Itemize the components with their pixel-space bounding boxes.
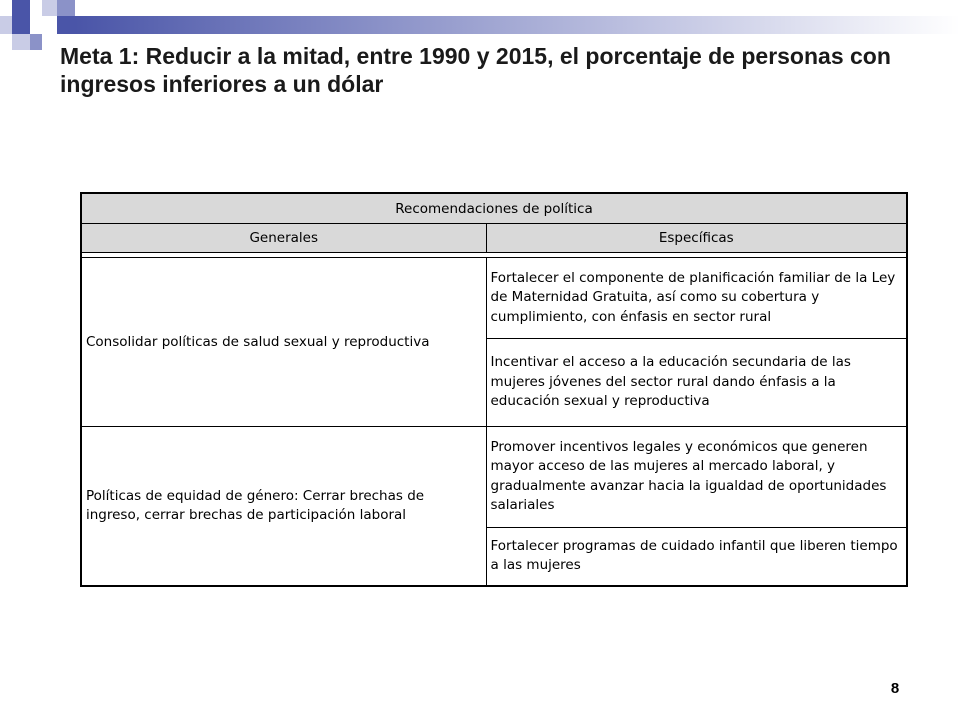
policy-table xyxy=(80,192,908,587)
table-row xyxy=(81,427,907,528)
general-policy-cell: Consolidar políticas de salud sexual y reproductiva xyxy=(81,258,486,427)
decor-square xyxy=(30,34,42,50)
decor-square xyxy=(12,0,30,16)
decor-square xyxy=(12,16,30,34)
page-number: 8 xyxy=(890,680,900,697)
specific-policy-cell: Fortalecer el componente de planificación familiar de la Ley de Maternidad Gratuita, así como su cobertura y cumplimiento, con énfasis en sector rural xyxy=(486,258,907,339)
decor-square xyxy=(0,16,12,34)
specific-policy-cell: Fortalecer programas de cuidado infantil que liberen tiempo a las mujeres xyxy=(486,527,907,586)
column-header-generales: Generales xyxy=(81,224,486,253)
table-title: Recomendaciones de política xyxy=(81,193,907,224)
column-header-especificas: Específicas xyxy=(486,224,907,253)
table-row xyxy=(81,258,907,339)
decor-square xyxy=(12,34,30,50)
decor-square xyxy=(57,0,75,16)
general-policy-cell: Políticas de equidad de género: Cerrar brechas de ingreso, cerrar brechas de participación laboral xyxy=(81,427,486,587)
decor-square xyxy=(57,16,75,34)
slide-title: Meta 1: Reducir a la mitad, entre 1990 y 2015, el porcentaje de personas con ingresos inferiores a un dólar xyxy=(60,43,891,97)
specific-policy-cell: Promover incentivos legales y económicos que generen mayor acceso de las mujeres al mercado laboral, y gradualmente avanzar hacia la igualdad de oportunidades salariales xyxy=(486,427,907,528)
header-gradient-bar xyxy=(75,16,960,34)
specific-policy-cell: Incentivar el acceso a la educación secundaria de las mujeres jóvenes del sector rural dando énfasis a la educación sexual y reproductiva xyxy=(486,339,907,427)
